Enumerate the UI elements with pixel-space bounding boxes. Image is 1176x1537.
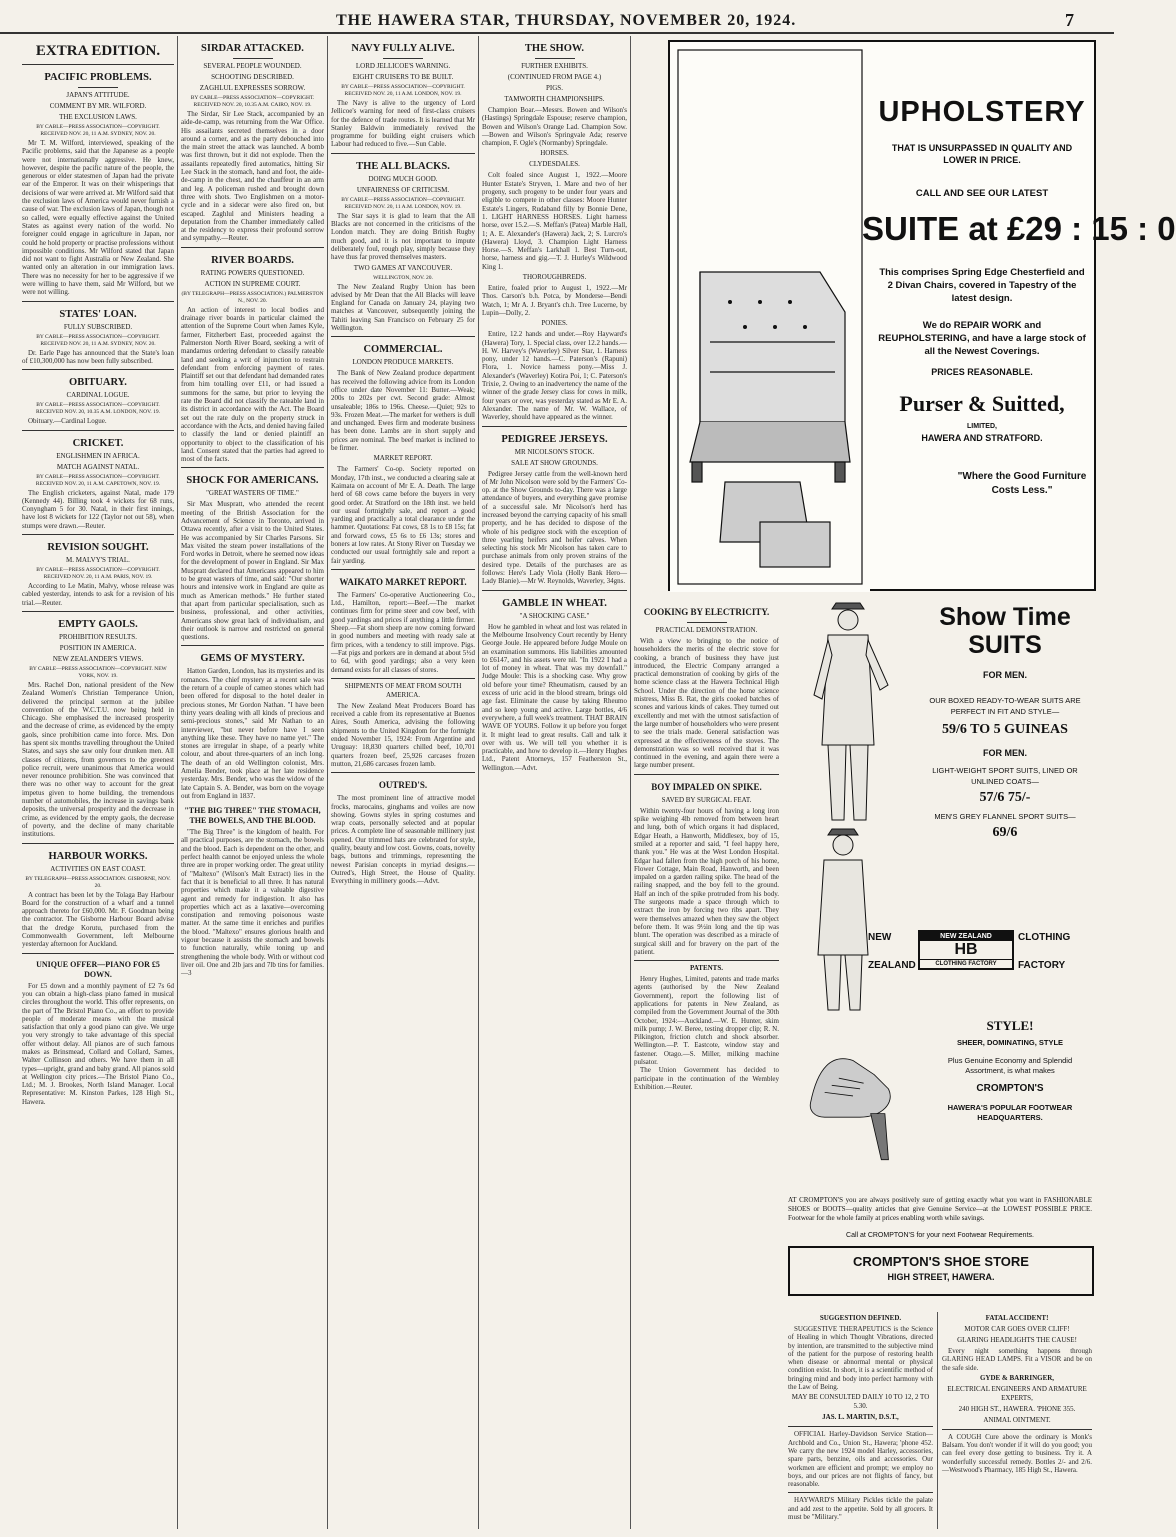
- article-body: Obituary.—Cardinal Logue.: [28, 417, 107, 426]
- dateline: BY CABLE—PRESS ASSOCIATION—COPYRIGHT. RECEIVED NOV. 20, 11 A.M. LONDON, NOV. 19.: [341, 84, 465, 97]
- upholstery-repair: We do REPAIR WORK and REUPHOLSTERING, and have a large stock of all the Newest Coverings.: [878, 320, 1086, 357]
- article-subtitle: ACTION IN SUPREME COURT.: [204, 279, 301, 288]
- shoe-store: CROMPTON'S SHOE STORE: [853, 1254, 1029, 1269]
- column-1: [22, 36, 174, 1531]
- article-subtitle: LONDON PRODUCE MARKETS.: [352, 358, 454, 367]
- article-subtitle: MATCH AGAINST NATAL.: [56, 462, 140, 471]
- upholstery-prices: PRICES REASONABLE.: [931, 367, 1033, 377]
- article-title: COOKING BY ELECTRICITY.: [643, 607, 770, 617]
- masthead-rule: [0, 32, 1114, 34]
- article-subtitle: (CONTINUED FROM PAGE 4.): [507, 73, 602, 81]
- upholstery-headline: UPHOLSTERY: [878, 96, 1086, 128]
- article-title: COMMERCIAL.: [363, 344, 443, 356]
- article-body: Champion Boar.—Messrs. Bowen and Wilson's (Hastings) Springdale Espouse; reserve champion, Bowen and Wilson's Orange Lad. Champion Sow.—Bowen and Wilson's Springvale Ada; reserve champion, F. Ogle's (Normanby) Springdale.: [482, 106, 627, 148]
- section-heading: PIGS.: [546, 84, 563, 92]
- article-title: PATENTS.: [690, 964, 723, 973]
- dateline: WELLINGTON, NOV. 20.: [373, 274, 433, 281]
- article-body: Sir Max Muspratt, who attended the recent meeting of the British Association for the Advancement of Science in Toronto, arrived in Ottawa recently, after a visit to the United States. He was accompanied by Sir Charles Parsons. Sir Max visited the steam power installations of the Ford works in Detroit, where he seemed now ideas for the development of power in England. Sir Max Muspratt declared that Americans appeared to him to be great wasters of time, and said: "Our shorter hours and intensive work in England are quite as much as American methods." He further stated that apart from particular specialisation, such as business, professional, and other activities, Americans show great lack of individualism, and their outlook is narrow and restricted on general questions.: [181, 500, 324, 642]
- article-body: Colt foaled since August 1, 1922.—Moore Hunter Estate's Stryven, 1. Mare and two of her progeny, such progeny to be under four years and eligible to compete in other classes: Moore Hunter Estate's Lingers, Rudaband filly by Bonnie Dene, 1. LIGHT HARNESS HORSES. Light harness horse, over 15.2.—S. Meffan's (Patea) Marble Hall, 1; A. E. Alexander's (Hawera) Jack, 2; S. Lurcro's (Hawera) Lloyd, 3. Champion Light Harness Horse.—S. Meffan's Larkhall 1. Best Turn-out, horse, harness and gig.—T. J. Hurley's Wildwood King 1.: [482, 171, 627, 271]
- shoe-brand: CROMPTON'S: [976, 1083, 1044, 1094]
- article-body: The Farmers' Co-operative Auctioneering Co., Ltd., Hamilton, report:—Beef.—The market continues firm for prime steer and cow beef, with good yardings and prices if anything a little firmer. Sheep.—Fat shorn sheep are now coming forward in good numbers and meeting with ready sale at firm prices, with a tendency to still improve. Pigs.—Fat pigs and porkers are in demand at about 5½d to 6d, with good yardings; also a very keen demand exists for all classes of stores.: [331, 590, 475, 674]
- article-title: WAIKATO MARKET REPORT.: [339, 576, 467, 587]
- article-title: THE ALL BLACKS.: [356, 160, 450, 172]
- hb-logo: [918, 930, 1014, 970]
- article-title: HARBOUR WORKS.: [48, 850, 148, 862]
- suits-zealand: ZEALAND: [868, 960, 916, 971]
- advert-body: The most prominent line of attractive model frocks, marocains, ginghams and voiles are now showing. Gowns styles in spring costumes and wrap coats, personally selected and at popular prices. A complete line of seasonable millinery just opened. Our trimmed hats are celebrated for style, quality, beauty and low cost. Gowns, coats, novelty bags, buttons and trimmings, representing the newest Parisian concepts in myriad designs.—Outred's, High Street, the House of Quality. Everything in millinery goods.—Advt.: [331, 794, 475, 886]
- article-subtitle: THE EXCLUSION LAWS.: [59, 113, 137, 121]
- article-subtitle: JAPAN'S ATTITUDE.: [66, 91, 130, 99]
- hb-logo-mid: HB: [954, 941, 978, 958]
- article-body: Henry Hughes, Limited, patents and trade marks agents (authorised by the New Zealand Government), report the following list of applications for patents in New Zealand, as compiled from the Government Journal of the 30th October, 1924:—Auckland.—W. E. Hunter, skim milk pump; J. W. Beree, testing dropper clip; R. N. Pilkington, friction clutch and shock absorber. Wellington.—P. T. Eastcote, window stay and fastener. Otago.—S. Miller, milking machine pulsator.: [634, 975, 779, 1067]
- upholstery-advert: [668, 40, 1176, 591]
- article-title: FATAL ACCIDENT!: [985, 1314, 1049, 1322]
- section-heading: THOROUGHBREDS.: [522, 273, 587, 282]
- article-title: SIRDAR ATTACKED.: [201, 43, 304, 54]
- column-rule: [937, 1312, 938, 1529]
- advert-consult: MAY BE CONSULTED DAILY 10 TO 12, 2 TO 5.30.: [791, 1393, 930, 1411]
- advert-ointment: ANIMAL OINTMENT.: [983, 1415, 1051, 1424]
- sofa-illustration: [670, 42, 870, 592]
- article-subtitle: EIGHT CRUISERS TO BE BUILT.: [352, 73, 454, 81]
- article-title: EMPTY GAOLS.: [58, 618, 138, 630]
- article-title: STATES' LOAN.: [59, 308, 137, 320]
- suits-for-men-2: FOR MEN.: [983, 748, 1027, 758]
- article-body: The New Zealand Meat Producers Board has received a cable from its representative at Buenos Aires, South America, advising the following shipments to the United Kingdom for the fortnight ended November 15, 1924: From Argentine and Uruguay: 18,830 quarters chilled beef, 10,701 quarters frozen beef, 25,926 carcases frozen mutton, 21,686 carcases frozen lamb.: [331, 701, 475, 768]
- dateline: BY CABLE—PRESS ASSOCIATION—COPYRIGHT. RECEIVED NOV. 20, 11 A.M. CAPETOWN, NOV. 19.: [35, 473, 161, 487]
- article-body: Mrs. Rachel Don, national president of the New Zealand Women's Christian Temperance Union, delivered the principal sermon at the jubilee convention of the W.C.T.U. now being held in Chicago. She emphasised the increased prosperity and the decrease of crime, as evidenced by the empty gaols, since prohibition came into force. Mrs. Don has spent six months travelling throughout the United States, and says she saw only four drunken men. All classes of citizens, from governors to the greenest police recruit, were unanimous that America would never renounce prohibition. She was convinced that there was no other way to account for the great impetus given to home building, the tremendous number of automobiles, the increase in savings bank deposits, the universal prosperity and the decrease in crime, as evidenced by the empty gaols, the decrease of poverty, and the decline of many charitable institutions.: [22, 680, 174, 839]
- upholstery-description: This comprises Spring Edge Chesterfield and 2 Divan Chairs, covered in Tapestry of the latest design.: [879, 267, 1085, 304]
- upholstery-towns: HAWERA AND STRATFORD.: [921, 433, 1043, 443]
- extra-edition-heading: EXTRA EDITION.: [35, 43, 161, 59]
- article-title: REVISION SOUGHT.: [47, 542, 149, 554]
- article-subtitle: DOING MUCH GOOD.: [368, 174, 438, 183]
- hb-logo-top: NEW ZEALAND: [920, 932, 1012, 941]
- dateline: BY CABLE—PRESS ASSOCIATION—COPYRIGHT. RECEIVED NOV. 20, 11 A.M. SYDNEY, NOV. 20.: [36, 333, 160, 347]
- article-body: The Bank of New Zealand produce department has received the following advice from its London office under date November 11: Butter.—Weak; 200s to 202s per cwt. Second grade: Almost unsaleable; 186s to 196s. Cheese.—Quiet; 92s to 93s. Frozen Meat.—The market for wethers is dull and unchanged. Ewes firm and moderate business has been done. Lambs are in short supply and prices are nominal. The beef market is inclined to be firmer.: [331, 369, 475, 453]
- article-body: A contract has been let by the Tolaga Bay Harbour Board for the construction of a wharf and a tunnel approach thereto for £60,000. Mr. F. Goodman being the contractor. The Gisborne Harbour Board advise that the dredge Korutu, purchased from the Commonwealth Government, left Melbourne yesterday afternoon for Auckland.: [22, 890, 174, 949]
- article-title: OBITUARY.: [69, 377, 127, 389]
- article-subtitle: SHIPMENTS OF MEAT FROM SOUTH AMERICA.: [344, 681, 462, 699]
- newspaper-title: THE HAWERA STAR, THURSDAY, NOVEMBER 20, 1924.: [336, 12, 797, 29]
- advert-body: "The Big Three" is the kingdom of health. For all practical purposes, are the stomach, the bowels and the blood. Each is dependent on the other, and perfect health cannot be enjoyed unless the whole three are in proper working order. The great utility of "Maltexo" (Wilson's Malt Extract) lies in the fact that it is beneficial to all three. It has natural properties which make it a valuable digestive agent and remedy for indigestion. It also has properties which act as a laxative—overcoming constipation and removing poisonous waste matter. At the same time it enriches and purifies the blood. "Maltexo" ensures glorious health and vigour because it assists the stomach and bowels to function naturally, while toning up and strengthening the whole body. With or without cod liver oil. One and 2lb jars and 7lb tins for families.—3: [181, 828, 324, 978]
- article-subtitle: ACTIVITIES ON EAST COAST.: [50, 864, 146, 873]
- article-subtitle: PROHIBITION RESULTS.: [59, 632, 137, 641]
- column-rule: [630, 36, 631, 1529]
- bottom-right-adverts: [942, 1312, 1092, 1527]
- article-body: Within twenty-four hours of having a long iron spike weighing 4lb removed from between heart and lung, both of which organs it had displaced, Edgar Heath, a Hanworth, Middlesex, boy of 15, smiled at a reporter and said, "I feel happy here, thank you." He was at the West London Hospital. Edgar had fallen from the high porch of his home, Flower Cottage, Main Road, Hanworth, and been impaled on a garden railing spike. The head of the railing snapped, and the boy fell to the ground. Half an inch of the spike protruded from his body. The surgeons made a space through which to extract the iron by forcing two ribs apart. They were themselves amazed when they saw the object before them. It was 9½in long and the tip was blunt. The operation was described as a miracle of surgical skill and for bravery on the part of the patient.: [634, 806, 779, 956]
- article-body: How he gambled in wheat and lost was related in the Melbourne Insolvency Court recently by Henry George Joule. He appeared before Judge Moule on an examination summons. His liabilities amounted to £6147, and his assets were nil. "In 1922 I had a lot of money in wheat. That was my downfall." Judge Moule: This is a shocking case. Why grow old before your time? Rheumatism, caused by an excess of uric acid in the blood stream, brings old age fast. Eliminate the cause by taking Rheumo and so keep young and active. Large bottles, 4/6 everywhere, a full week's treatment. THAT BRAIN WAVE OF YOURS. Follow it up before you forget it. It might lead to great results. Call and talk it over with us. We will tell you whether it is practicable, and how to develop it.—Henry Hughes Ltd., Patent Attorneys, 157 Featherston St., Wellington.—Advt.: [482, 622, 627, 772]
- article-subtitle: SAVED BY SURGICAL FEAT.: [661, 795, 752, 804]
- shoe-popular: HAWERA'S POPULAR FOOTWEAR HEADQUARTERS.: [947, 1103, 1073, 1122]
- article-body: Entire, 12.2 hands and under.—Roy Hayward's (Hawera) Tory, 1. Special class, over 12.2 hands.—H. W. Harvey's (Waverley) Silver Star, 1. Harness pony, under 12 hands.—C. Paterson's (Rapuni) Flora, 1. Novice harness pony.—Miss J. Alexander's (Waverley) Kotira Poi, 1; C. Paterson's Trixie, 2. Owing to an inadvertency the name of the winner of the grade Jersey class for cows in milk, four years or over, was yesterday stated as Mr E. A. Alexander. The name of Mr. W. Wallace, of Waverley, should have appeared as the winner.: [482, 330, 627, 422]
- article-subtitle: COMMENT BY MR. WILFORD.: [49, 102, 147, 110]
- article-body: With a view to bringing to the notice of householders the merits of the electric stove for cooking, a branch of business they have just introduced, the Electric Company arranged a practical demonstration of cooking by girls of the home science class at the Hawera Technical High School. Under the direction of the home science mistress, Miss B. Rat, the girls cooked batches of scones and various kinds of cakes. They turned out excellently and met with the utmost satisfaction of the large number of householders who were present to see the trials made. General satisfaction was expressed at the effectiveness of the stoves. The demonstration was so well received that it was continued in the evening, and again there were a large number present.: [634, 637, 779, 770]
- article-title: GEMS OF MYSTERY.: [200, 653, 305, 665]
- upholstery-suite-price: SUITE at £29 : 15 : 0: [862, 210, 1176, 247]
- suits-headline: Show Time SUITS: [939, 603, 1071, 659]
- article-title: CRICKET.: [72, 437, 124, 449]
- column-rule: [177, 36, 178, 1529]
- article-title: RIVER BOARDS.: [211, 254, 294, 266]
- advert-body: HAYWARD'S Military Pickles tickle the palate and add zest to the appetite. Sold by all grocers. It must be "Military.": [788, 1496, 933, 1522]
- column-5: [634, 600, 779, 1220]
- advert-address: 240 HIGH ST., HAWERA. 'PHONE 355.: [958, 1404, 1076, 1413]
- suits-boxed: OUR BOXED READY-TO-WEAR SUITS ARE PERFECT IN FIT AND STYLE—: [929, 696, 1081, 716]
- article-body: Pedigree Jersey cattle from the well-known herd of Mr John Nicolson were sold by the Farmers' Co-op. at the Show Grounds to-day. There was a large attendance of buyers, and everything gave promise of a successful sale. Mr Nicolson's herd has increased beyond the carrying capacity of his small property, and he has decided to dispose of the whole of his pedigree stock with the exception of three yearling heifers and heifer calves. When selecting his stock Mr Nicolson has taken care to purchase animals from only proven strains of the desired type. Details of the purchases are as follows: Here's Lady Viola (Holly Bank Hero—Lady Blanie).—Mr W. Reynolds, Waverley, 34gns.: [482, 469, 627, 586]
- article-body: The English cricketers, against Natal, made 179 (Kennedy 44). Billing took 4 wickets for 68 runs, Conyngham 5 for 30. Natal, in their first innings, have lost 8 wickets for 122 (Taylor not out 58), when stumps were drawn.—Reuter.: [22, 488, 174, 530]
- shoe-advert: [788, 1018, 1092, 1308]
- article-title: BOY IMPALED ON SPIKE.: [651, 781, 762, 792]
- shoe-call: Call at CROMPTON'S for your next Footwear Requirements.: [846, 1232, 1034, 1239]
- article-subtitle: MOTOR CAR GOES OVER CLIFF!: [964, 1325, 1070, 1333]
- dateline: BY CABLE—PRESS ASSOCIATION—COPYRIGHT. RECEIVED NOV. 20, 11 A.M. SYDNEY, NOV. 20.: [36, 124, 160, 137]
- advert-title: "THE BIG THREE" THE STOMACH, THE BOWELS, AND THE BLOOD.: [184, 806, 321, 826]
- suits-flannel-price: 69/6: [992, 825, 1018, 840]
- upholstery-firm: Purser & Suitted,: [899, 391, 1065, 416]
- dateline: BY CABLE—PRESS ASSOCIATION—COPYRIGHT. RECEIVED NOV. 20, 10.35 A.M. CAIRO, NOV. 19.: [190, 95, 315, 108]
- suits-light-price: 57/6 75/-: [979, 790, 1031, 805]
- article-body: According to Le Matin, Malvy, whose release was cabled yesterday, intends to ask for a revision of his trial.—Reuter.: [22, 582, 174, 607]
- article-subtitle: RATING POWERS QUESTIONED.: [200, 268, 305, 277]
- advert-body: Every night something happens through GLARING HEAD LAMPS. Fit a VISOR and be on the safe side.: [942, 1347, 1092, 1372]
- column-3: [331, 36, 475, 1531]
- upholstery-limited: LIMITED,: [967, 423, 997, 430]
- article-subtitle: SEVERAL PEOPLE WOUNDED.: [203, 62, 302, 70]
- section-heading: PONIES.: [541, 319, 568, 328]
- shoe-store-box: [788, 1246, 1094, 1296]
- dateline: BY CABLE—PRESS ASSOCIATION—COPYRIGHT. RECEIVED NOV. 20, 11 A.M. LONDON, NOV. 19.: [341, 196, 465, 210]
- suits-new: NEW: [868, 932, 892, 943]
- article-title: GAMBLE IN WHEAT.: [502, 597, 607, 609]
- advert-name: JAS. L. MARTIN, D.S.T.,: [822, 1413, 899, 1422]
- article-subtitle: M. MALVY'S TRIAL.: [66, 556, 130, 565]
- masthead: [0, 0, 1114, 34]
- article-title: SUGGESTION DEFINED.: [819, 1314, 902, 1322]
- hb-logo-bottom: CLOTHING FACTORY: [920, 959, 1012, 968]
- section-heading: HORSES.: [540, 149, 569, 158]
- article-subtitle: "A SHOCKING CASE.": [519, 611, 590, 620]
- advert-body: For £5 down and a monthly payment of £2 7s 6d you can obtain a high-class piano famed in musical circles throughout the world. This offer represents, on the part of The Bristol Piano Co., an effort to provide people of moderate means with the musical satisfaction that only a good piano can give. We urge you very strongly to take advantage of this special offer without delay. All pianos are of such famous makes as Brinsmead, Collard and Collard, Sames, Walter Collinson and others. We have them in all types—upright, grand and baby grand. All pianos sold at Wellington city prices.—The Bristol Piano Co., Ltd.; M. J. Brookes, North Island Manager. Local Representative: M. Kinston Parkes, 128 High St., Hawera.: [22, 981, 174, 1106]
- column-rule: [327, 36, 328, 1529]
- article-title: PACIFIC PROBLEMS.: [44, 72, 152, 83]
- article-subtitle: TWO GAMES AT VANCOUVER.: [353, 263, 453, 272]
- article-body: The Sirdar, Sir Lee Stack, accompanied by an aide-de-camp, was returning from the War Office. His assailants secreted themselves in a door around a corner, and as the party debouched into the main street the attack was launched. A bomb was first thrown, but it did not explode. Then the assailants repeatedly fired automatics, hitting Sir Lee Stack in the stomach, hand and foot, the aide-de-camp in the chest, and the chauffeur in an arm and leg. A policeman rushed and brought down three with shots. Two Englishmen on a motor-cycle and in a sidecar were also fired on, but escaped. Zaghlul and Ministers heading a deputation from the Chamber immediately called at the residency to express their profound sorrow and sympathy.—Reuter.: [181, 110, 324, 243]
- article-body: The Farmers' Co-op. Society reported on Monday, 17th inst., we conducted a clearing sale at Kaimata on account of Mr E. A. Death. The large herd of 68 cows came before the buyers in very good order. At Stratford on the 18th inst. we held our usual fortnightly sale, and report a good yarding and practically a total clearance under the hammer. Quotations: Fat cows, £8 1s to £8 15s; fat and forward cows, £5 6s to £6 13s; stores and boners at low rates. At Stony River on Tuesday we conducted our usual fortnightly sale and report a fair yarding.: [331, 465, 475, 565]
- article-body: Hatton Garden, London, has its mysteries and its romances. The chief mystery at a recent sale was the return of a couple of cameo stones which had been offered for disposal to the hotel dealer in precious stones, Mr Gordon Nathan. "I have been thirty years dealing with all kinds of precious and semi-precious stones," said Mr Nathan to an interviewer, "but never before have I seen anything like these. They have no name yet." The stones are irregular in shape, of a pearly white colour, and about three-quarters of an inch long. The death of an old Wellington colonist, Mrs. Amelia Bender, took place at her late residence yesterday. Mrs. Bender, who was the widow of the late Captain S. A. Bender, was born on the voyage out from England in 1837.: [181, 667, 324, 800]
- article-title: THE SHOW.: [524, 43, 585, 54]
- article-subtitle: LORD JELLICOE'S WARNING.: [355, 62, 451, 70]
- article-subtitle: ENGLISHMEN IN AFRICA.: [56, 451, 140, 460]
- article-subtitle: ZAGHLUL EXPRESSES SORROW.: [199, 84, 306, 92]
- dateline: (BY TELEGRAPH—PRESS ASSOCIATION.) PALMERSTON N., NOV. 20.: [181, 290, 324, 304]
- dateline: BY CABLE—PRESS ASSOCIATION—COPYRIGHT. RECEIVED NOV. 20, 10.35 A.M. LONDON, NOV. 19.: [35, 402, 160, 416]
- dateline: BY CABLE—PRESS ASSOCIATION—COPYRIGHT. RECEIVED NOV. 20, 11 A.M. PARIS, NOV. 19.: [36, 567, 160, 581]
- article-body: The New Zealand Rugby Union has been advised by Mr Dean that the All Blacks will leave England for Canada on January 24, playing two matches at Vancouver, subsequently joining the Tahiti leaving San Francisco on February 25 for Wellington.: [331, 282, 475, 333]
- article-subtitle: "GREAT WASTERS OF TIME.": [206, 489, 299, 498]
- suits-for-men: FOR MEN.: [983, 670, 1027, 680]
- article-subtitle: NEW ZEALANDER'S VIEWS.: [52, 654, 144, 663]
- upholstery-tagline: THAT IS UNSURPASSED IN QUALITY AND LOWER IN PRICE.: [891, 143, 1073, 165]
- article-subtitle: FULLY SUBSCRIBED.: [63, 322, 133, 331]
- upholstery-call: CALL AND SEE OUR LATEST: [915, 188, 1049, 199]
- column-rule: [478, 36, 479, 1529]
- suits-flannel: MEN'S GREY FLANNEL SPORT SUITS—: [934, 812, 1076, 821]
- bottom-left-adverts: [788, 1312, 933, 1527]
- section-heading: CLYDESDALES.: [529, 160, 580, 169]
- article-subtitle: MARKET REPORT.: [373, 454, 433, 463]
- article-title: NAVY FULLY ALIVE.: [351, 43, 455, 54]
- advert-body: OFFICIAL Harley-Davidson Service Station—Archbold and Co., Union St., Hawera; 'phone 452. We carry the new 1924 model Harley, accessories, spare parts, benzine, oils and accessories. Our workmen are efficient and prompt; we employ no boys, and our prices are not flights of fancy, but reasonable.: [788, 1430, 933, 1489]
- upholstery-slogan: "Where the Good Furniture Costs Less.": [957, 471, 1087, 496]
- article-body: Dr. Earle Page has announced that the State's loan of £10,300,000 has now been fully subscribed.: [22, 348, 174, 365]
- advert-body: A COUGH Cure above the ordinary is Monk's Balsam. You don't wonder if it will do you good; you can feel every dose getting to business. Try it. A wonderfully successful remedy. Bottles 2/- and 2/6.—Westwood's Pharmacy, 185 High St., Hawera.: [942, 1432, 1092, 1475]
- article-subtitle: CARDINAL LOGUE.: [66, 391, 130, 400]
- article-subtitle: PRACTICAL DEMONSTRATION.: [655, 626, 758, 634]
- suits-advert: [788, 595, 1092, 1015]
- section-heading: TAMWORTH CHAMPIONSHIPS.: [504, 95, 605, 103]
- article-subtitle: POSITION IN AMERICA.: [59, 643, 137, 652]
- advert-firm-desc: ELECTRICAL ENGINEERS AND ARMATURE EXPERTS,: [947, 1384, 1087, 1402]
- shoe-sheer: SHEER, DOMINATING, STYLE: [956, 1038, 1064, 1047]
- article-body: An action of interest to local bodies and drainage river boards in particular claimed the attention of the Supreme Court when James Kyle, farmer, Fitzherbert East, proceeded against the Palmerston North River Board, seeking a writ of mandamus ordering defendant to classify rateable land and seeking a writ of injunction to restrain defendant from enforcing payment of rates. Plaintiff set out that defendant had demanded rates from him totalling over £11, or had issued a summons for the same, but prior to levying the rate the Board did not classify the rateable land in its district in accordance with the Act. The Board set out the rate duly on the property struck in accordance with the Acts, and denied having failed to classify the land or denied plaintiff an opportunity to object to the classification of his land. Consent stated that the parties had agreed to most of the facts.: [181, 305, 324, 464]
- advert-firm: GYDE & BARRINGER,: [979, 1373, 1055, 1382]
- suits-factory: FACTORY: [1018, 960, 1066, 971]
- advert-title: UNIQUE OFFER—PIANO FOR £5 DOWN.: [36, 959, 160, 979]
- advert-title: OUTRED'S.: [378, 780, 428, 791]
- page-number: 7: [1065, 10, 1074, 30]
- suits-light: LIGHT-WEIGHT SPORT SUITS, LINED OR UNLINED COATS—: [932, 766, 1078, 786]
- advert-body: SUGGESTIVE THERAPEUTICS is the Science of Healing in which Thought Vibrations, directed by intention, are transmitted to the subjective mind of the patient for the purpose of restoring health when disease or abnormal mental or physical condition exist. In short, it is a scientific method of bringing mind and body into perfect harmony with the Law of Being.: [788, 1325, 933, 1392]
- article-subtitle: SALE AT SHOW GROUNDS.: [511, 458, 598, 467]
- article-subtitle: GLARING HEADLIGHTS THE CAUSE!: [957, 1336, 1077, 1344]
- article-body: Mr T. M. Wilford, interviewed, speaking of the Pacific problems, said that the Japanese as a people were not internationally aggressive. He knew, however, despite the pacific nature of the people, the generous or elder statesmen of Japan had the private ear of the Emperor. It was on their whisperings that decisions of war were arrived at. Mr Wilford said that the exclusion laws of America would never furnish a cause of war. The exclusion laws of Japan, though not so called, were equally effective against the United States as against every nation of the world. No foreigner could engage in agriculture in Japan, nor could he hold property or practise professions without impossible conditions. Mr Wilford stated that Japan did not want to fight Australia or New Zealand. She wanted only an alteration in our immigration laws. There was no necessity for her to be aggressive if we were willing to have them, said Mr Wilford, but we were not willing.: [22, 139, 174, 297]
- shoe-street: HIGH STREET, HAWERA.: [887, 1272, 995, 1282]
- article-subtitle: SCHOOTING DESCRIBED.: [211, 73, 294, 81]
- article-body: The Union Government has decided to participate in the continuation of the Wembley Exhibition.—Reuter.: [634, 1066, 779, 1091]
- shoe-plus: Plus Genuine Economy and Splendid Assortment, is what makes: [947, 1056, 1073, 1075]
- shoe-illustration: [788, 1018, 918, 1188]
- shoe-body: AT CROMPTON'S you are always positively sure of getting exactly what you want in FASHIONABLE SHOES or BOOTS—quality articles that give Genuine Service—at the LOWEST POSSIBLE PRICE. Footwear for the whole family at prices enabling worth while savings.: [788, 1196, 1092, 1222]
- article-subtitle: UNFAIRNESS OF CRITICISM.: [356, 185, 450, 194]
- article-subtitle: MR NICOLSON'S STOCK.: [514, 447, 595, 456]
- article-body: Entire, foaled prior to August 1, 1922.—Mr Thos. Carson's b.h. Potca, by Monderse—Bendi Watch, 1; Mr A. J. Bryant's ch.h. Tree Lucerne, by Lupin—Dolly, 2.: [482, 284, 627, 317]
- dateline: BY TELEGRAPH—PRESS ASSOCIATION. GISBORNE, NOV. 20.: [25, 875, 171, 889]
- article-body: The Star says it is glad to learn that the All Blacks are not concerned in the criticisms of the London match. They are doing British Rugby much good, and it is not important to impute deliberately foul, rough play, simply because they have thus far proved themselves masters.: [331, 211, 475, 262]
- suits-clothing: CLOTHING: [1018, 932, 1071, 943]
- article-body: The Navy is alive to the urgency of Lord Jellicoe's warning for need of first-class cruisers for the defence of trade routes. It is learned that Mr Stanley Baldwin immediately revived the programme for building eight cruisers which Labour had reduced to five.—Sun Cable.: [331, 99, 475, 149]
- article-subtitle: FURTHER EXHIBITS.: [521, 62, 588, 70]
- article-title: SHOCK FOR AMERICANS.: [186, 475, 319, 487]
- dateline: BY CABLE—PRESS ASSOCIATION—COPYRIGHT. NEW YORK, NOV. 19.: [29, 665, 167, 679]
- column-4: [482, 36, 627, 1531]
- suits-boxed-price: 59/6 TO 5 GUINEAS: [942, 722, 1068, 737]
- column-2: [181, 36, 324, 1531]
- shoe-style: STYLE!: [986, 1018, 1034, 1033]
- article-title: PEDIGREE JERSEYS.: [501, 433, 608, 445]
